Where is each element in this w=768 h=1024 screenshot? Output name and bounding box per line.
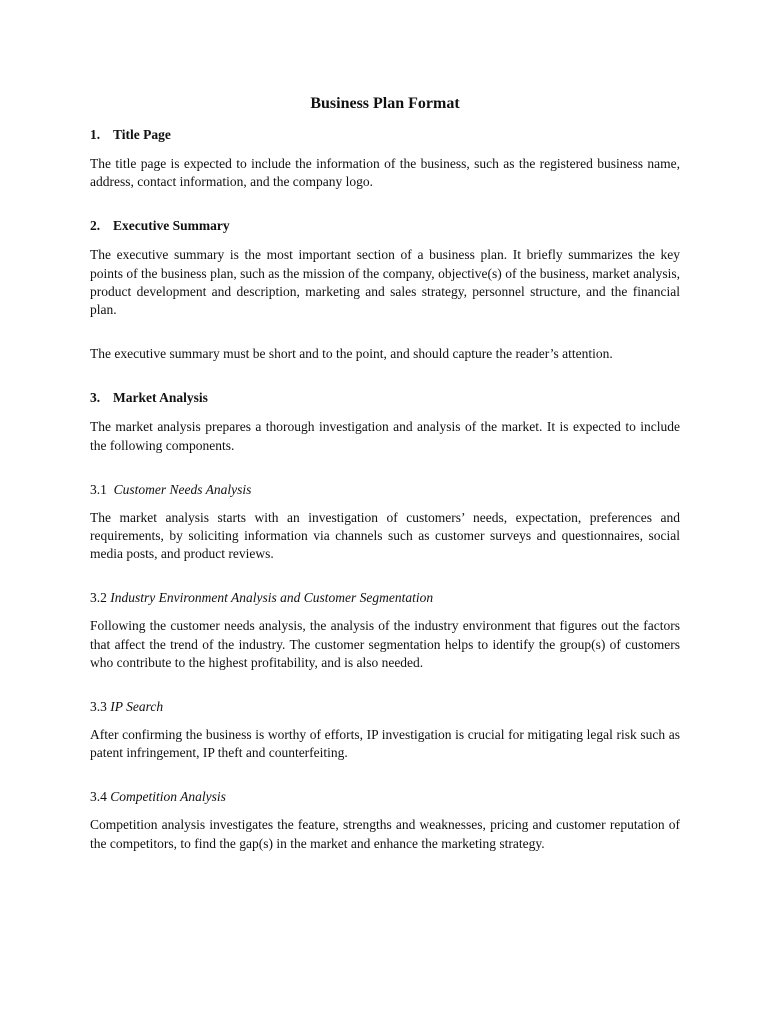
subsection-number: 3.3: [90, 699, 107, 715]
subsection-heading-text: Customer Needs Analysis: [113, 481, 252, 497]
section-heading-text: Executive Summary: [113, 218, 230, 234]
subsection-heading-competition: [90, 788, 680, 806]
section-number: 2.: [90, 218, 101, 234]
subsection-number: 3.1: [90, 481, 107, 497]
subsection-heading-text: IP Search: [110, 699, 164, 715]
subsection-paragraph: The market analysis starts with an investigation of customers’ needs, expectation, preferences and requirements, by soliciting information via channels such as customer surveys and questionnaires, social media posts, and product reviews.: [90, 509, 680, 562]
section-heading-text: Market Analysis: [113, 390, 208, 406]
subsection-paragraph: Following the customer needs analysis, the analysis of the industry environment that figures out the factors that affect the trend of the industry. The customer segmentation helps to identify the group(s) of customers who contribute to the highest profitability, and is also needed.: [90, 618, 680, 670]
section-heading-text: Title Page: [113, 127, 171, 142]
subsection-heading-text: Industry Environment Analysis and Customer Segmentation: [110, 590, 434, 606]
subsection-heading-industry-environment: [90, 589, 680, 607]
subsection-number: 3.4: [90, 789, 107, 805]
section-paragraph: The executive summary must be short and to the point, and should capture the reader’s attention.: [90, 346, 613, 362]
subsection-heading-text: Competition Analysis: [110, 789, 226, 805]
section-heading-executive-summary: [90, 217, 680, 235]
section-paragraph: The title page is expected to include the information of the business, such as the registered business name, address, contact information, and the company logo.: [90, 156, 680, 190]
section-heading-market-analysis: [90, 389, 680, 407]
section-number: 3.: [90, 390, 101, 406]
subsection-number: 3.2: [90, 590, 107, 606]
section-paragraph: The executive summary is the most important section of a business plan. It briefly summarizes the key points of the business plan, such as the mission of the company, objective(s) of the business, market analysis, product development and description, marketing and sales strategy, personnel structure, and the financial plan.: [90, 247, 680, 318]
subsection-paragraph: Competition analysis investigates the feature, strengths and weaknesses, pricing and customer reputation of the competitors, to find the gap(s) in the market and enhance the marketing strategy.: [90, 817, 680, 851]
subsection-heading-ip-search: [90, 698, 680, 716]
section-paragraph: The market analysis prepares a thorough investigation and analysis of the market. It is expected to include the following components.: [90, 419, 680, 453]
section-number: 1.: [90, 127, 101, 142]
document-title: Business Plan Format: [310, 95, 460, 112]
subsection-heading-customer-needs: [90, 481, 680, 499]
section-heading-title-page: [90, 126, 680, 144]
subsection-paragraph: After confirming the business is worthy of efforts, IP investigation is crucial for mitigating legal risk such as patent infringement, IP theft and counterfeiting.: [90, 727, 680, 761]
